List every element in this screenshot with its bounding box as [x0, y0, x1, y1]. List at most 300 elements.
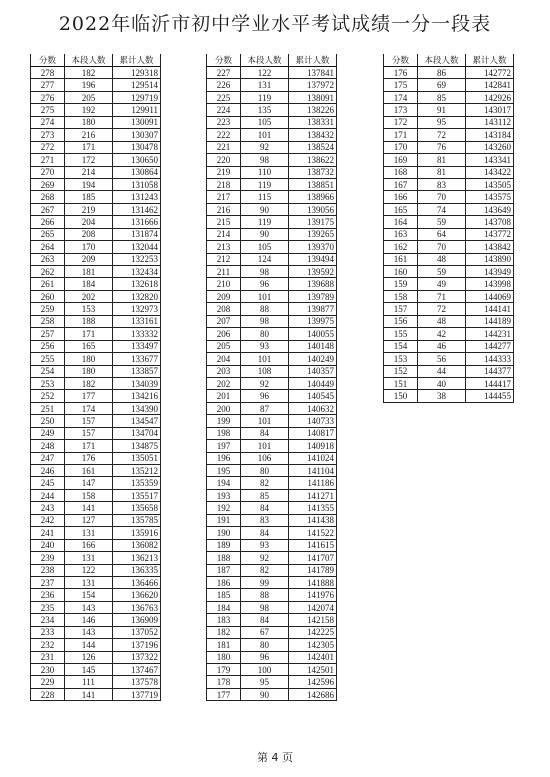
segment-count-cell: 174 — [65, 402, 113, 414]
score-cell: 235 — [31, 601, 65, 613]
cumulative-count-cell: 135212 — [113, 465, 161, 477]
score-cell: 216 — [207, 203, 241, 215]
cumulative-count-cell: 143842 — [466, 241, 514, 253]
segment-count-cell: 38 — [418, 390, 466, 402]
cumulative-count-cell: 140918 — [289, 440, 337, 452]
score-cell: 167 — [384, 178, 418, 190]
cumulative-count-cell: 129719 — [113, 91, 161, 103]
segment-count-cell: 101 — [241, 129, 289, 141]
cumulative-count-cell: 135359 — [113, 477, 161, 489]
score-cell: 171 — [384, 129, 418, 141]
score-cell: 158 — [384, 290, 418, 302]
table-row — [31, 203, 161, 215]
score-cell: 239 — [31, 552, 65, 564]
cumulative-count-cell: 136335 — [113, 564, 161, 576]
cumulative-count-cell: 141707 — [289, 552, 337, 564]
cumulative-count-cell: 137841 — [289, 67, 337, 79]
table-row — [207, 564, 337, 576]
score-cell: 179 — [207, 664, 241, 676]
table-row — [31, 390, 161, 402]
score-cell: 265 — [31, 228, 65, 240]
segment-count-cell: 143 — [65, 601, 113, 613]
cumulative-count-cell: 137322 — [113, 651, 161, 663]
cumulative-count-cell: 134875 — [113, 440, 161, 452]
table-row — [207, 129, 337, 141]
table-row — [207, 688, 337, 700]
table-row — [31, 601, 161, 613]
cumulative-count-cell: 133161 — [113, 315, 161, 327]
cumulative-count-cell: 135051 — [113, 452, 161, 464]
segment-count-cell: 96 — [241, 390, 289, 402]
table-row — [384, 328, 514, 340]
score-cell: 176 — [384, 67, 418, 79]
table-row — [207, 576, 337, 588]
table-row — [31, 527, 161, 539]
segment-count-cell: 131 — [241, 79, 289, 91]
table-row — [207, 489, 337, 501]
table-row — [207, 601, 337, 613]
score-cell: 225 — [207, 91, 241, 103]
cumulative-count-cell: 140055 — [289, 328, 337, 340]
table-row — [384, 166, 514, 178]
table-row — [384, 365, 514, 377]
segment-count-cell: 100 — [241, 664, 289, 676]
score-cell: 197 — [207, 440, 241, 452]
table-row — [31, 303, 161, 315]
cumulative-count-cell: 143772 — [466, 228, 514, 240]
table-row — [207, 328, 337, 340]
score-cell: 157 — [384, 303, 418, 315]
segment-count-cell: 48 — [418, 315, 466, 327]
score-cell: 241 — [31, 527, 65, 539]
table-row — [384, 67, 514, 79]
cumulative-count-cell: 137578 — [113, 676, 161, 688]
table-row — [207, 427, 337, 439]
segment-count-cell: 144 — [65, 639, 113, 651]
segment-count-cell: 157 — [65, 427, 113, 439]
table-row — [31, 664, 161, 676]
cumulative-count-cell: 144417 — [466, 377, 514, 389]
score-cell: 172 — [384, 116, 418, 128]
segment-count-cell: 105 — [241, 116, 289, 128]
cumulative-count-cell: 142841 — [466, 79, 514, 91]
score-cell: 151 — [384, 377, 418, 389]
cumulative-count-cell: 141615 — [289, 539, 337, 551]
table-row — [207, 465, 337, 477]
cumulative-count-cell: 138524 — [289, 141, 337, 153]
cumulative-count-cell: 134039 — [113, 377, 161, 389]
segment-count-cell: 119 — [241, 178, 289, 190]
score-cell: 198 — [207, 427, 241, 439]
segment-count-cell: 81 — [418, 154, 466, 166]
score-cell: 221 — [207, 141, 241, 153]
table-row — [31, 502, 161, 514]
table-row — [384, 377, 514, 389]
cumulative-count-cell: 138432 — [289, 129, 337, 141]
cumulative-count-cell: 138732 — [289, 166, 337, 178]
table-row — [207, 626, 337, 638]
table-row — [31, 688, 161, 700]
table-row — [207, 178, 337, 190]
segment-count-cell: 93 — [241, 539, 289, 551]
segment-count-cell: 157 — [65, 415, 113, 427]
cumulative-count-cell: 138226 — [289, 104, 337, 116]
cumulative-count-cell: 143890 — [466, 253, 514, 265]
table-row — [31, 639, 161, 651]
segment-count-cell: 135 — [241, 104, 289, 116]
cumulative-count-cell: 141789 — [289, 564, 337, 576]
table-row — [31, 79, 161, 91]
score-cell: 226 — [207, 79, 241, 91]
table-row — [31, 290, 161, 302]
table-row — [207, 303, 337, 315]
table-row — [31, 328, 161, 340]
cumulative-count-cell: 141522 — [289, 527, 337, 539]
cumulative-count-cell: 142401 — [289, 651, 337, 663]
table-row — [207, 241, 337, 253]
segment-count-cell: 119 — [241, 216, 289, 228]
score-cell: 187 — [207, 564, 241, 576]
segment-count-cell: 40 — [418, 377, 466, 389]
segment-count-cell: 166 — [65, 539, 113, 551]
table-row — [31, 514, 161, 526]
segment-count-cell: 95 — [241, 676, 289, 688]
cumulative-count-cell: 135916 — [113, 527, 161, 539]
cumulative-count-cell: 130864 — [113, 166, 161, 178]
table-row — [31, 589, 161, 601]
table-row — [207, 91, 337, 103]
score-cell: 259 — [31, 303, 65, 315]
segment-count-cell: 88 — [241, 589, 289, 601]
table-row — [31, 564, 161, 576]
segment-count-cell: 49 — [418, 278, 466, 290]
cumulative-count-cell: 132820 — [113, 290, 161, 302]
cumulative-count-cell: 143184 — [466, 129, 514, 141]
header-segment-count: 本段人数 — [65, 54, 113, 67]
table-row — [31, 228, 161, 240]
segment-count-cell: 108 — [241, 365, 289, 377]
score-cell: 193 — [207, 489, 241, 501]
score-cell: 251 — [31, 402, 65, 414]
score-cell: 217 — [207, 191, 241, 203]
cumulative-count-cell: 136763 — [113, 601, 161, 613]
score-cell: 170 — [384, 141, 418, 153]
table-row — [207, 79, 337, 91]
segment-count-cell: 83 — [418, 178, 466, 190]
cumulative-count-cell: 142074 — [289, 601, 337, 613]
cumulative-count-cell: 138091 — [289, 91, 337, 103]
score-cell: 195 — [207, 465, 241, 477]
segment-count-cell: 101 — [241, 353, 289, 365]
score-cell: 169 — [384, 154, 418, 166]
score-cell: 236 — [31, 589, 65, 601]
score-cell: 230 — [31, 664, 65, 676]
segment-count-cell: 180 — [65, 365, 113, 377]
cumulative-count-cell: 143260 — [466, 141, 514, 153]
score-cell: 161 — [384, 253, 418, 265]
cumulative-count-cell: 135658 — [113, 502, 161, 514]
cumulative-count-cell: 133332 — [113, 328, 161, 340]
segment-count-cell: 131 — [65, 552, 113, 564]
score-cell: 190 — [207, 527, 241, 539]
table-row — [31, 67, 161, 79]
cumulative-count-cell: 143708 — [466, 216, 514, 228]
segment-count-cell: 141 — [65, 688, 113, 700]
cumulative-count-cell: 142305 — [289, 639, 337, 651]
score-cell: 263 — [31, 253, 65, 265]
cumulative-count-cell: 134390 — [113, 402, 161, 414]
score-cell: 188 — [207, 552, 241, 564]
cumulative-count-cell: 135517 — [113, 489, 161, 501]
header-segment-count: 本段人数 — [241, 54, 289, 67]
cumulative-count-cell: 136909 — [113, 614, 161, 626]
score-cell: 192 — [207, 502, 241, 514]
segment-count-cell: 196 — [65, 79, 113, 91]
segment-count-cell: 146 — [65, 614, 113, 626]
cumulative-count-cell: 143649 — [466, 203, 514, 215]
score-cell: 233 — [31, 626, 65, 638]
cumulative-count-cell: 142772 — [466, 67, 514, 79]
table-row — [384, 290, 514, 302]
table-row — [207, 340, 337, 352]
segment-count-cell: 177 — [65, 390, 113, 402]
segment-count-cell: 180 — [65, 116, 113, 128]
cumulative-count-cell: 144333 — [466, 353, 514, 365]
table-row — [384, 353, 514, 365]
cumulative-count-cell: 143422 — [466, 166, 514, 178]
segment-count-cell: 88 — [241, 303, 289, 315]
score-table-3 — [383, 54, 514, 403]
score-cell: 218 — [207, 178, 241, 190]
segment-count-cell: 98 — [241, 266, 289, 278]
table-row — [207, 203, 337, 215]
score-cell: 199 — [207, 415, 241, 427]
segment-count-cell: 92 — [241, 141, 289, 153]
cumulative-count-cell: 143505 — [466, 178, 514, 190]
table-row — [207, 166, 337, 178]
score-cell: 160 — [384, 266, 418, 278]
header-score: 分数 — [384, 54, 418, 67]
cumulative-count-cell: 131666 — [113, 216, 161, 228]
table-row — [31, 452, 161, 464]
cumulative-count-cell: 143998 — [466, 278, 514, 290]
segment-count-cell: 101 — [241, 415, 289, 427]
score-cell: 209 — [207, 290, 241, 302]
segment-count-cell: 90 — [241, 688, 289, 700]
table-row — [31, 253, 161, 265]
segment-count-cell: 214 — [65, 166, 113, 178]
segment-count-cell: 147 — [65, 477, 113, 489]
segment-count-cell: 80 — [241, 465, 289, 477]
cumulative-count-cell: 135785 — [113, 514, 161, 526]
segment-count-cell: 67 — [241, 626, 289, 638]
score-cell: 163 — [384, 228, 418, 240]
table-row — [31, 141, 161, 153]
table-row — [31, 353, 161, 365]
table-row — [207, 278, 337, 290]
cumulative-count-cell: 132253 — [113, 253, 161, 265]
segment-count-cell: 185 — [65, 191, 113, 203]
table-row — [384, 129, 514, 141]
cumulative-count-cell: 139877 — [289, 303, 337, 315]
score-cell: 273 — [31, 129, 65, 141]
segment-count-cell: 59 — [418, 266, 466, 278]
segment-count-cell: 184 — [65, 278, 113, 290]
table-row — [31, 651, 161, 663]
score-cell: 162 — [384, 241, 418, 253]
cumulative-count-cell: 130478 — [113, 141, 161, 153]
score-cell: 180 — [207, 651, 241, 663]
score-cell: 173 — [384, 104, 418, 116]
header-score: 分数 — [31, 54, 65, 67]
cumulative-count-cell: 137196 — [113, 639, 161, 651]
cumulative-count-cell: 133497 — [113, 340, 161, 352]
segment-count-cell: 171 — [65, 141, 113, 153]
segment-count-cell: 154 — [65, 589, 113, 601]
score-cell: 250 — [31, 415, 65, 427]
table-row — [384, 104, 514, 116]
table-row — [207, 502, 337, 514]
cumulative-count-cell: 141355 — [289, 502, 337, 514]
cumulative-count-cell: 129911 — [113, 104, 161, 116]
score-cell: 154 — [384, 340, 418, 352]
score-cell: 274 — [31, 116, 65, 128]
score-cell: 164 — [384, 216, 418, 228]
cumulative-count-cell: 141976 — [289, 589, 337, 601]
score-cell: 202 — [207, 377, 241, 389]
segment-count-cell: 92 — [241, 377, 289, 389]
score-cell: 258 — [31, 315, 65, 327]
segment-count-cell: 110 — [241, 166, 289, 178]
table-row — [31, 614, 161, 626]
table-row — [31, 539, 161, 551]
segment-count-cell: 165 — [65, 340, 113, 352]
cumulative-count-cell: 143017 — [466, 104, 514, 116]
table-row — [31, 402, 161, 414]
table-row — [207, 664, 337, 676]
cumulative-count-cell: 139265 — [289, 228, 337, 240]
table-row — [384, 79, 514, 91]
table-row — [384, 116, 514, 128]
table-row — [207, 514, 337, 526]
cumulative-count-cell: 140817 — [289, 427, 337, 439]
score-cell: 267 — [31, 203, 65, 215]
score-cell: 153 — [384, 353, 418, 365]
score-table-2 — [206, 54, 337, 701]
segment-count-cell: 44 — [418, 365, 466, 377]
segment-count-cell: 127 — [65, 514, 113, 526]
score-table-1 — [30, 54, 161, 701]
table-row — [207, 116, 337, 128]
cumulative-count-cell: 144189 — [466, 315, 514, 327]
score-cell: 165 — [384, 203, 418, 215]
table-row — [207, 390, 337, 402]
segment-count-cell: 115 — [241, 191, 289, 203]
cumulative-count-cell: 141186 — [289, 477, 337, 489]
table-row — [31, 91, 161, 103]
segment-count-cell: 216 — [65, 129, 113, 141]
score-cell: 242 — [31, 514, 65, 526]
cumulative-count-cell: 141024 — [289, 452, 337, 464]
score-cell: 228 — [31, 688, 65, 700]
score-cell: 166 — [384, 191, 418, 203]
cumulative-count-cell: 142158 — [289, 614, 337, 626]
segment-count-cell: 95 — [418, 116, 466, 128]
segment-count-cell: 98 — [241, 315, 289, 327]
score-cell: 183 — [207, 614, 241, 626]
cumulative-count-cell: 139688 — [289, 278, 337, 290]
table-row — [31, 365, 161, 377]
table-row — [207, 676, 337, 688]
segment-count-cell: 119 — [241, 91, 289, 103]
cumulative-count-cell: 141104 — [289, 465, 337, 477]
cumulative-count-cell: 143341 — [466, 154, 514, 166]
score-cell: 189 — [207, 539, 241, 551]
score-cell: 246 — [31, 465, 65, 477]
segment-count-cell: 188 — [65, 315, 113, 327]
score-cell: 201 — [207, 390, 241, 402]
cumulative-count-cell: 137972 — [289, 79, 337, 91]
score-cell: 150 — [384, 390, 418, 402]
score-cell: 215 — [207, 216, 241, 228]
table-row — [207, 353, 337, 365]
score-cell: 184 — [207, 601, 241, 613]
cumulative-count-cell: 139789 — [289, 290, 337, 302]
segment-count-cell: 84 — [241, 502, 289, 514]
score-cell: 152 — [384, 365, 418, 377]
score-cell: 237 — [31, 576, 65, 588]
cumulative-count-cell: 136466 — [113, 576, 161, 588]
segment-count-cell: 81 — [418, 166, 466, 178]
table-row — [207, 191, 337, 203]
cumulative-count-cell: 142596 — [289, 676, 337, 688]
segment-count-cell: 122 — [241, 67, 289, 79]
segment-count-cell: 82 — [241, 564, 289, 576]
segment-count-cell: 170 — [65, 241, 113, 253]
score-cell: 266 — [31, 216, 65, 228]
segment-count-cell: 101 — [241, 440, 289, 452]
segment-count-cell: 180 — [65, 353, 113, 365]
table-row — [31, 552, 161, 564]
table-row — [384, 315, 514, 327]
segment-count-cell: 131 — [65, 576, 113, 588]
cumulative-count-cell: 141438 — [289, 514, 337, 526]
cumulative-count-cell: 134704 — [113, 427, 161, 439]
score-cell: 214 — [207, 228, 241, 240]
cumulative-count-cell: 140733 — [289, 415, 337, 427]
segment-count-cell: 90 — [241, 203, 289, 215]
header-cumulative-count: 累计人数 — [113, 54, 161, 67]
score-cell: 232 — [31, 639, 65, 651]
segment-count-cell: 192 — [65, 104, 113, 116]
cumulative-count-cell: 138622 — [289, 154, 337, 166]
score-cell: 248 — [31, 440, 65, 452]
table-row — [31, 166, 161, 178]
cumulative-count-cell: 129514 — [113, 79, 161, 91]
segment-count-cell: 219 — [65, 203, 113, 215]
score-cell: 168 — [384, 166, 418, 178]
table-row — [31, 465, 161, 477]
table-row — [207, 539, 337, 551]
score-cell: 177 — [207, 688, 241, 700]
score-cell: 211 — [207, 266, 241, 278]
segment-count-cell: 70 — [418, 241, 466, 253]
cumulative-count-cell: 140545 — [289, 390, 337, 402]
table-row — [207, 290, 337, 302]
score-cell: 253 — [31, 377, 65, 389]
table-row — [207, 154, 337, 166]
score-cell: 208 — [207, 303, 241, 315]
